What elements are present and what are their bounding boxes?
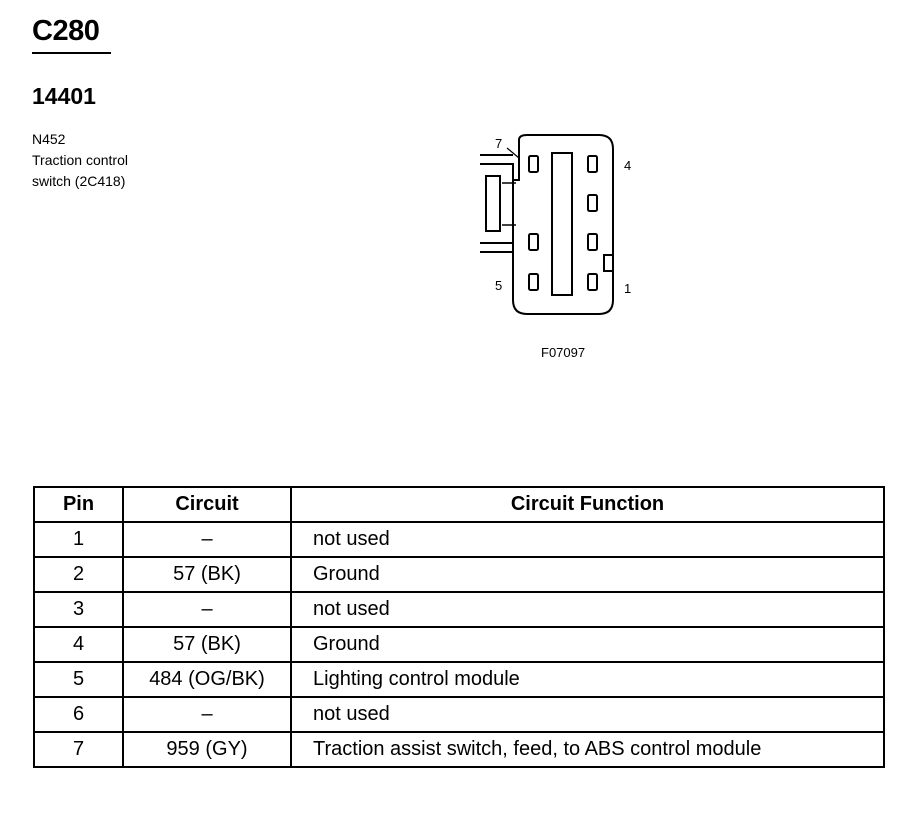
cell-circuit: 57 (BK)	[123, 557, 291, 592]
pin7-leader	[507, 148, 519, 158]
latch-tab	[486, 176, 500, 231]
cell-function: not used	[291, 697, 884, 732]
cell-function: not used	[291, 522, 884, 557]
cell-pin: 2	[34, 557, 123, 592]
table-header-row	[34, 487, 884, 522]
pin-label-1: 1	[624, 281, 632, 296]
cell-pin: 3	[34, 592, 123, 627]
part-number: 14401	[32, 83, 96, 109]
connector-id: C280	[32, 15, 100, 47]
pin-cavity-2	[588, 234, 597, 250]
table-row	[34, 697, 884, 732]
component-name-line2: switch (2C418)	[32, 173, 126, 189]
table-row	[34, 592, 884, 627]
figure-id: F07097	[541, 345, 586, 360]
header-pin: Pin	[34, 487, 123, 522]
pin-label-7: 7	[495, 136, 503, 151]
pinout-table	[33, 486, 885, 768]
connector-face-diagram	[480, 130, 640, 325]
cell-circuit: –	[123, 697, 291, 732]
cell-pin: 1	[34, 522, 123, 557]
pin-cavity-3	[588, 195, 597, 211]
pin-label-4: 4	[624, 158, 632, 173]
header-circuit: Circuit	[123, 487, 291, 522]
cell-function: Ground	[291, 627, 884, 662]
pin-cavity-1	[588, 274, 597, 290]
header-circuit-function: Circuit Function	[291, 487, 884, 522]
polarizing-key	[604, 255, 613, 271]
table-row	[34, 557, 884, 592]
cell-pin: 6	[34, 697, 123, 732]
table-row	[34, 522, 884, 557]
cell-function: Traction assist switch, feed, to ABS control module	[291, 732, 884, 767]
table-row	[34, 662, 884, 697]
component-description	[32, 129, 128, 192]
cell-circuit: 484 (OG/BK)	[123, 662, 291, 697]
table-row	[34, 732, 884, 767]
table-row	[34, 627, 884, 662]
cell-pin: 7	[34, 732, 123, 767]
pin-label-5: 5	[495, 278, 503, 293]
pin-cavity-7	[529, 156, 538, 172]
connector-id-underline	[32, 52, 111, 54]
pin-cavity-4	[588, 156, 597, 172]
cell-function: Lighting control module	[291, 662, 884, 697]
pin-cavity-5	[529, 274, 538, 290]
cell-circuit: 57 (BK)	[123, 627, 291, 662]
cell-function: not used	[291, 592, 884, 627]
cell-circuit: 959 (GY)	[123, 732, 291, 767]
cell-function: Ground	[291, 557, 884, 592]
component-name-line1: Traction control	[32, 152, 128, 168]
cell-circuit: –	[123, 592, 291, 627]
cell-circuit: –	[123, 522, 291, 557]
component-code: N452	[32, 131, 66, 147]
connector-center-bar	[552, 153, 572, 295]
latch-outline	[480, 155, 513, 252]
cell-pin: 5	[34, 662, 123, 697]
cell-pin: 4	[34, 627, 123, 662]
pin-cavity-6	[529, 234, 538, 250]
